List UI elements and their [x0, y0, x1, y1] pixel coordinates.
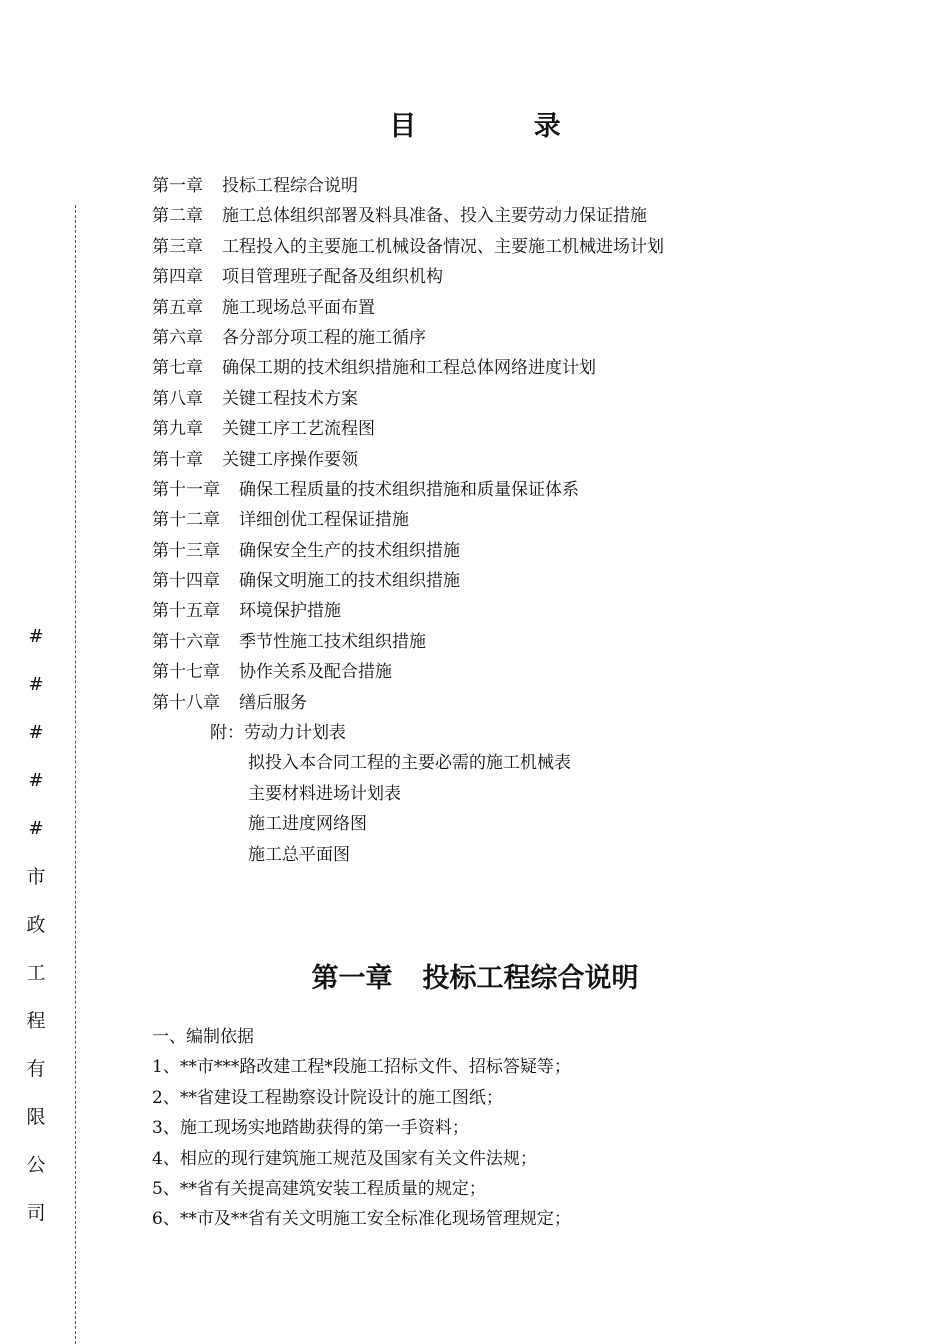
toc-chapter-number: 第六章 — [152, 327, 203, 348]
appendix-title: 拟投入本合同工程的主要必需的施工机械表 — [248, 753, 571, 774]
toc-chapter-title: 环境保护措施 — [239, 601, 341, 622]
side-label-char: 工 — [26, 962, 46, 984]
appendix-title: 劳动力计划表 — [244, 723, 346, 743]
section-heading: 一、编制依据 — [152, 1027, 254, 1047]
toc-chapter-title: 关键工序工艺流程图 — [222, 419, 375, 440]
side-label-char: 政 — [26, 914, 46, 936]
toc-entry[interactable] — [152, 657, 664, 687]
toc-entry[interactable] — [152, 596, 664, 626]
appendix-label: 附： — [210, 723, 244, 743]
toc-entry[interactable] — [152, 414, 664, 444]
toc-entry[interactable] — [152, 293, 664, 323]
side-label-char: 公 — [26, 1154, 46, 1176]
toc-chapter-title: 投标工程综合说明 — [222, 176, 358, 196]
toc-appendix-entry[interactable] — [210, 840, 571, 870]
side-label-char: # — [28, 722, 44, 743]
compilation-basis-section — [152, 1022, 571, 1235]
chapter-title: 投标工程综合说明 — [422, 963, 639, 994]
toc-entry[interactable] — [152, 353, 664, 383]
toc-chapter-title: 季节性施工技术组织措施 — [239, 631, 426, 652]
toc-appendix-entry[interactable] — [210, 748, 571, 778]
toc-chapter-number: 第十章 — [152, 449, 203, 470]
side-label-char: 程 — [26, 1010, 46, 1032]
toc-entry[interactable] — [152, 688, 664, 718]
side-label-char: # — [28, 626, 44, 647]
toc-title: 目 录 — [389, 111, 615, 142]
toc-chapter-number: 第二章 — [152, 206, 203, 227]
toc-entry[interactable] — [152, 262, 664, 292]
chapter-heading — [0, 956, 950, 995]
toc-entry[interactable] — [152, 171, 664, 201]
side-label-char: # — [28, 770, 44, 791]
toc-chapter-number: 第三章 — [152, 236, 203, 257]
toc-chapter-title: 协作关系及配合措施 — [239, 662, 392, 683]
toc-entry[interactable] — [152, 232, 664, 262]
toc-chapter-number: 第十四章 — [152, 571, 220, 592]
toc-chapter-title: 各分部分项工程的施工循序 — [222, 327, 426, 348]
toc-chapter-number: 第十八章 — [152, 692, 220, 713]
basis-item: 1、**市***路改建工程*段施工招标文件、招标答疑等； — [152, 1057, 571, 1078]
toc-entry[interactable] — [152, 627, 664, 657]
toc-appendix-list — [210, 718, 571, 870]
toc-appendix-entry[interactable] — [210, 809, 571, 839]
toc-chapter-number: 第八章 — [152, 388, 203, 409]
toc-chapter-number: 第十一章 — [152, 479, 220, 500]
toc-chapter-title: 项目管理班子配备及组织机构 — [222, 267, 443, 288]
toc-chapter-list — [152, 171, 664, 718]
toc-chapter-number: 第十二章 — [152, 510, 220, 531]
side-label-char: 有 — [26, 1058, 46, 1080]
toc-chapter-number: 第四章 — [152, 267, 203, 288]
side-label-char: # — [28, 674, 44, 695]
toc-entry[interactable] — [152, 384, 664, 414]
toc-chapter-title: 关键工序操作要领 — [222, 449, 358, 470]
toc-chapter-number: 第一章 — [152, 176, 203, 196]
side-label-char: 司 — [26, 1202, 46, 1224]
toc-chapter-title: 施工现场总平面布置 — [222, 297, 375, 318]
toc-appendix-entry[interactable] — [210, 779, 571, 809]
toc-chapter-title: 确保安全生产的技术组织措施 — [239, 540, 460, 561]
toc-entry[interactable] — [152, 475, 664, 505]
basis-item: 2、**省建设工程勘察设计院设计的施工图纸； — [152, 1087, 503, 1108]
toc-chapter-title: 关键工程技术方案 — [222, 388, 358, 409]
toc-appendix-entry[interactable] — [210, 718, 571, 748]
toc-entry[interactable] — [152, 445, 664, 475]
toc-entry[interactable] — [152, 505, 664, 535]
toc-chapter-number: 第七章 — [152, 358, 203, 379]
company-side-label — [18, 618, 54, 1242]
toc-chapter-number: 第十六章 — [152, 631, 220, 652]
toc-entry[interactable] — [152, 566, 664, 596]
toc-chapter-number: 第九章 — [152, 419, 203, 440]
toc-chapter-title: 工程投入的主要施工机械设备情况、主要施工机械进场计划 — [222, 236, 664, 257]
toc-chapter-number: 第十三章 — [152, 540, 220, 561]
toc-chapter-title: 确保工程质量的技术组织措施和质量保证体系 — [239, 479, 579, 500]
toc-chapter-number: 第十五章 — [152, 601, 220, 622]
toc-chapter-title: 确保工期的技术组织措施和工程总体网络进度计划 — [222, 358, 596, 379]
side-label-char: 市 — [26, 866, 46, 888]
chapter-number: 第一章 — [311, 963, 393, 994]
toc-chapter-title: 缮后服务 — [239, 692, 307, 713]
toc-chapter-number: 第五章 — [152, 297, 203, 318]
appendix-title: 施工总平面图 — [248, 844, 350, 865]
side-label-char: # — [28, 818, 44, 839]
binding-margin-line — [75, 205, 76, 1344]
toc-chapter-number: 第十七章 — [152, 662, 220, 683]
basis-item: 5、**省有关提高建筑安装工程质量的规定； — [152, 1178, 486, 1199]
basis-item: 3、施工现场实地踏勘获得的第一手资料； — [152, 1118, 469, 1139]
toc-entry[interactable] — [152, 201, 664, 231]
toc-chapter-title: 施工总体组织部署及料具准备、投入主要劳动力保证措施 — [222, 206, 647, 227]
toc-chapter-title: 确保文明施工的技术组织措施 — [239, 571, 460, 592]
toc-entry[interactable] — [152, 323, 664, 353]
appendix-title: 施工进度网络图 — [248, 814, 367, 835]
side-label-char: 限 — [26, 1106, 46, 1128]
basis-item: 6、**市及**省有关文明施工安全标准化现场管理规定； — [152, 1209, 571, 1230]
appendix-title: 主要材料进场计划表 — [248, 783, 401, 804]
toc-chapter-title: 详细创优工程保证措施 — [239, 510, 409, 531]
toc-entry[interactable] — [152, 536, 664, 566]
basis-item: 4、相应的现行建筑施工规范及国家有关文件法规； — [152, 1148, 537, 1169]
